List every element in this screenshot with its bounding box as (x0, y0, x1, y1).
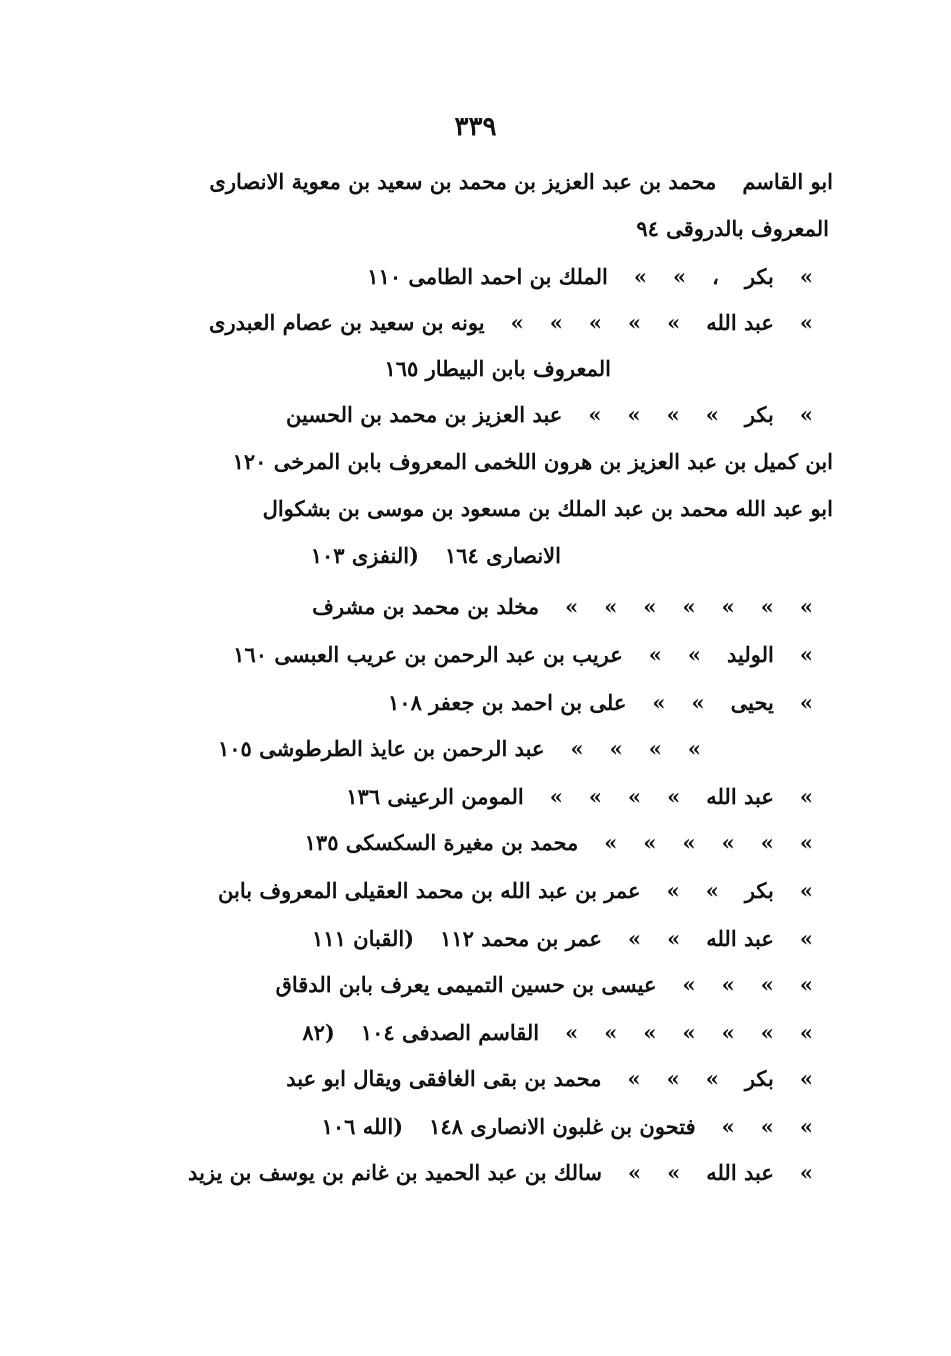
ditto-mark: « (799, 1160, 813, 1185)
ditto-mark: « (627, 1066, 641, 1091)
ditto-mark: « (799, 878, 813, 903)
text-segment: عبد العزيز بن محمد بن الحسين (286, 402, 563, 427)
ditto-mark: « (648, 736, 662, 761)
ditto-mark: « (687, 642, 702, 667)
text-segment: (النفزى ١٠٣ (310, 543, 419, 568)
text-segment: محمد بن بقى الغافقى ويقال ابو عبد (286, 1066, 602, 1091)
ditto-mark: « (588, 310, 602, 335)
ditto-mark: « (760, 972, 774, 997)
ditto-mark: « (666, 1066, 680, 1091)
text-segment: سالك بن عبد الحميد بن غانم بن يوسف بن يزيد (188, 1160, 602, 1185)
ditto-mark: « (799, 642, 813, 667)
ditto-mark: « (705, 878, 719, 903)
ditto-mark: « (760, 594, 774, 619)
ditto-mark: « (799, 310, 813, 335)
ditto-mark: « (570, 736, 584, 761)
ditto-mark: « (667, 926, 681, 951)
text-segment: ابو عبد الله محمد بن عبد الملك بن مسعود بن موسى بن بشكوال (262, 496, 833, 521)
text-segment: (الله ١٠٦ (321, 1114, 404, 1139)
ditto-mark: « (604, 1020, 618, 1045)
text-line (302, 1018, 813, 1048)
ditto-mark: « (666, 878, 680, 903)
text-segment: بكر (744, 878, 774, 903)
text-segment: عبد الله (706, 310, 774, 335)
text-line (388, 688, 813, 718)
text-segment: محمد بن مغيرة السكسكى ١٣٥ (304, 830, 579, 855)
text-segment: عبد الله (706, 784, 774, 809)
text-line (286, 400, 813, 430)
text-line (384, 354, 611, 384)
ditto-mark: « (565, 594, 579, 619)
ditto-mark: « (760, 830, 774, 855)
text-segment: بكر (744, 402, 774, 427)
text-line (218, 876, 813, 906)
text-segment: بكر (744, 1066, 774, 1091)
ditto-mark: « (721, 594, 735, 619)
ditto-mark: « (604, 830, 618, 855)
text-line (276, 970, 813, 1000)
ditto-mark: « (799, 594, 813, 619)
text-segment: يونه بن سعيد بن عصام العبدرى (209, 310, 485, 335)
text-segment: عبد الله (706, 1160, 774, 1185)
ditto-mark: « (667, 310, 681, 335)
page-number: ٣٣٩ (454, 112, 497, 142)
ditto-mark: « (705, 402, 719, 427)
ditto-mark: « (721, 1114, 735, 1139)
ditto-mark: « (510, 310, 524, 335)
ditto-mark: « (627, 784, 642, 809)
ditto-mark: « (682, 830, 696, 855)
text-line (233, 640, 813, 670)
text-segment: ابو القاسم (742, 169, 833, 194)
ditto-mark: « (604, 594, 618, 619)
ditto-mark: « (799, 1020, 813, 1045)
ditto-mark: « (667, 784, 681, 809)
ditto-mark: « (799, 830, 813, 855)
ditto-mark: ، (712, 264, 719, 289)
ditto-mark: « (721, 830, 735, 855)
text-segment: على بن احمد بن جعفر ١٠٨ (388, 690, 627, 715)
ditto-mark: « (633, 264, 647, 289)
text-segment: بكر (744, 264, 774, 289)
text-segment: مخلد بن محمد بن مشرف (312, 594, 540, 619)
ditto-mark: « (760, 1114, 774, 1139)
ditto-mark: « (549, 784, 563, 809)
text-segment: محمد بن عبد العزيز بن محمد بن سعيد بن معوية الانصارى (209, 169, 717, 194)
ditto-mark: « (588, 784, 602, 809)
text-segment: المعروف بابن البيطار ١٦٥ (384, 356, 611, 381)
ditto-mark: « (799, 784, 813, 809)
ditto-mark: « (588, 402, 602, 427)
ditto-mark: « (648, 642, 662, 667)
text-segment: الملك بن احمد الطامى ١١٠ (367, 264, 608, 289)
ditto-mark: « (799, 1066, 813, 1091)
text-segment: ٨٢) (302, 1020, 335, 1045)
text-line (636, 214, 829, 244)
text-segment: فتحون بن غلبون الانصارى ١٤٨ (429, 1114, 696, 1139)
ditto-mark: « (627, 310, 642, 335)
ditto-mark: « (643, 830, 657, 855)
ditto-mark: « (799, 690, 813, 715)
text-segment: ابن كميل بن عبد العزيز بن هرون اللخمى المعروف بابن المرخى ١٢٠ (232, 449, 833, 474)
ditto-mark: « (666, 402, 680, 427)
text-segment: عبد الرحمن بن عايذ الطرطوشى ١٠٥ (217, 736, 545, 761)
ditto-mark: « (627, 926, 642, 951)
ditto-mark: « (652, 690, 666, 715)
text-segment: (القبان ١١١ (312, 926, 415, 951)
text-line (312, 592, 813, 622)
text-line (218, 734, 701, 764)
text-line (263, 494, 833, 524)
ditto-mark: « (682, 1020, 696, 1045)
text-segment: عبد الله (706, 926, 774, 951)
text-line (311, 541, 561, 571)
ditto-mark: « (760, 1020, 774, 1045)
text-line (367, 262, 813, 292)
ditto-mark: « (643, 1020, 657, 1045)
text-line (233, 447, 833, 477)
ditto-mark: « (799, 1114, 813, 1139)
text-segment: عريب بن عبد الرحمن بن عريب العبسى ١٦٠ (233, 642, 623, 667)
ditto-mark: « (721, 1020, 735, 1045)
ditto-mark: « (672, 264, 687, 289)
text-line (286, 1064, 813, 1094)
text-line (209, 308, 813, 338)
text-segment: يحيى (730, 690, 774, 715)
text-segment: المومن الرعينى ١٣٦ (346, 784, 524, 809)
ditto-mark: « (721, 972, 735, 997)
text-line (305, 828, 813, 858)
text-segment: عيسى بن حسين التميمى يعرف بابن الدقاق (275, 972, 657, 997)
ditto-mark: « (627, 402, 641, 427)
ditto-mark: « (799, 972, 813, 997)
text-segment: المعروف بالدروقى ٩٤ (636, 216, 829, 241)
ditto-mark: « (667, 1160, 681, 1185)
text-line (188, 1158, 813, 1188)
ditto-mark: « (609, 736, 623, 761)
ditto-mark: « (682, 972, 696, 997)
text-segment: عمر بن محمد ١١٢ (440, 926, 602, 951)
text-segment: الوليد (727, 642, 774, 667)
ditto-mark: « (691, 690, 705, 715)
text-segment: الانصارى ١٦٤ (445, 543, 561, 568)
ditto-mark: « (549, 310, 563, 335)
ditto-mark: « (687, 736, 701, 761)
text-line (346, 782, 813, 812)
text-line (312, 924, 813, 954)
text-line (322, 1112, 813, 1142)
text-segment: عمر بن عبد الله بن محمد العقيلى المعروف بابن (218, 878, 641, 903)
ditto-mark: « (682, 594, 696, 619)
text-line (209, 167, 833, 197)
ditto-mark: « (643, 594, 657, 619)
text-segment: القاسم الصدفى ١٠٤ (360, 1020, 540, 1045)
ditto-mark: « (565, 1020, 579, 1045)
ditto-mark: « (627, 1160, 642, 1185)
ditto-mark: « (799, 402, 813, 427)
ditto-mark: « (799, 264, 813, 289)
ditto-mark: « (799, 926, 813, 951)
ditto-mark: « (705, 1066, 719, 1091)
